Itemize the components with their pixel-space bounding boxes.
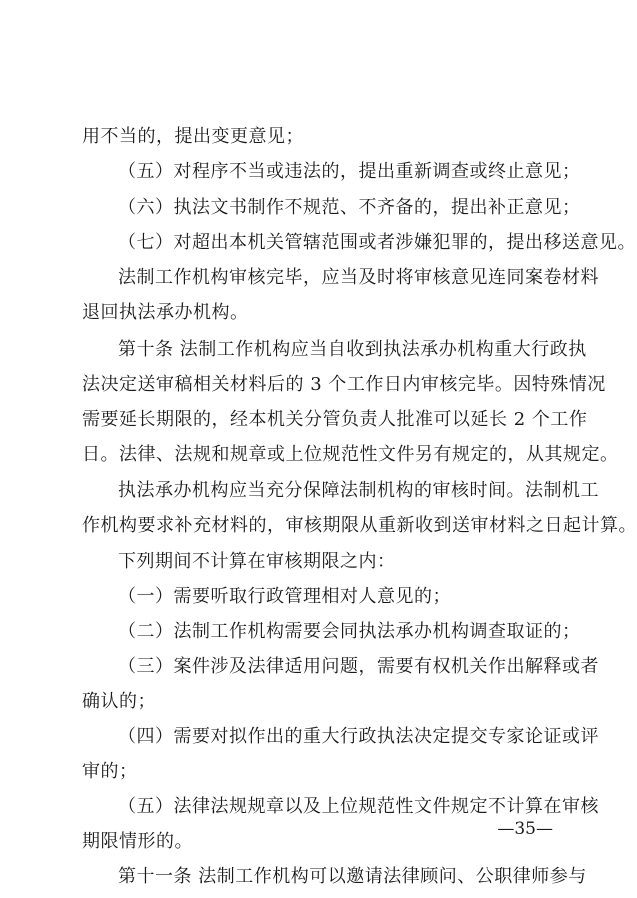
- text-line: 日。法律、法规和规章或上位规范性文件另有规定的，从其规定。: [82, 444, 619, 465]
- text-line: 期限情形的。: [82, 831, 193, 852]
- text-line: 确认的；: [82, 691, 156, 712]
- text-line: 法决定送审稿相关材料后的 3 个工作日内审核完毕。因特殊情况: [82, 374, 606, 395]
- text-line: （一）需要听取行政管理相对人意见的；: [118, 586, 451, 607]
- text-line: 法制工作机构审核完毕，应当及时将审核意见连同案卷材料: [118, 267, 599, 288]
- text-line: （二）法制工作机构需要会同执法承办机构调查取证的；: [118, 621, 581, 642]
- text-line: （六）执法文书制作不规范、不齐备的，提出补正意见；: [118, 197, 581, 218]
- page-number: —35—: [497, 819, 553, 839]
- text-line: （七）对超出本机关管辖范围或者涉嫌犯罪的，提出移送意见。: [118, 232, 636, 253]
- text-line: 需要延长期限的，经本机关分管负责人批准可以延长 2 个工作: [82, 409, 588, 430]
- text-line: 执法承办机构应当充分保障法制机构的审核时间。法制机工: [118, 480, 599, 501]
- text-line: 作机构要求补充材料的，审核期限从重新收到送审材料之日起计算。: [82, 515, 637, 536]
- text-line: 退回执法承办机构。: [82, 302, 249, 323]
- text-line: （五）对程序不当或违法的，提出重新调查或终止意见；: [118, 161, 581, 182]
- text-line: （五）法律法规规章以及上位规范性文件规定不计算在审核: [118, 796, 599, 817]
- text-line: 第十条 法制工作机构应当自收到执法承办机构重大行政执: [118, 339, 587, 360]
- text-line: （四）需要对拟作出的重大行政执法决定提交专家论证或评: [118, 726, 599, 747]
- text-line: 第十一条 法制工作机构可以邀请法律顾问、公职律师参与: [118, 866, 587, 887]
- text-line: 用不当的，提出变更意见；: [82, 126, 304, 147]
- text-line: 审的；: [82, 761, 138, 782]
- text-line: （三）案件涉及法律适用问题，需要有权机关作出解释或者: [118, 656, 599, 677]
- text-line: 下列期间不计算在审核期限之内：: [118, 551, 396, 572]
